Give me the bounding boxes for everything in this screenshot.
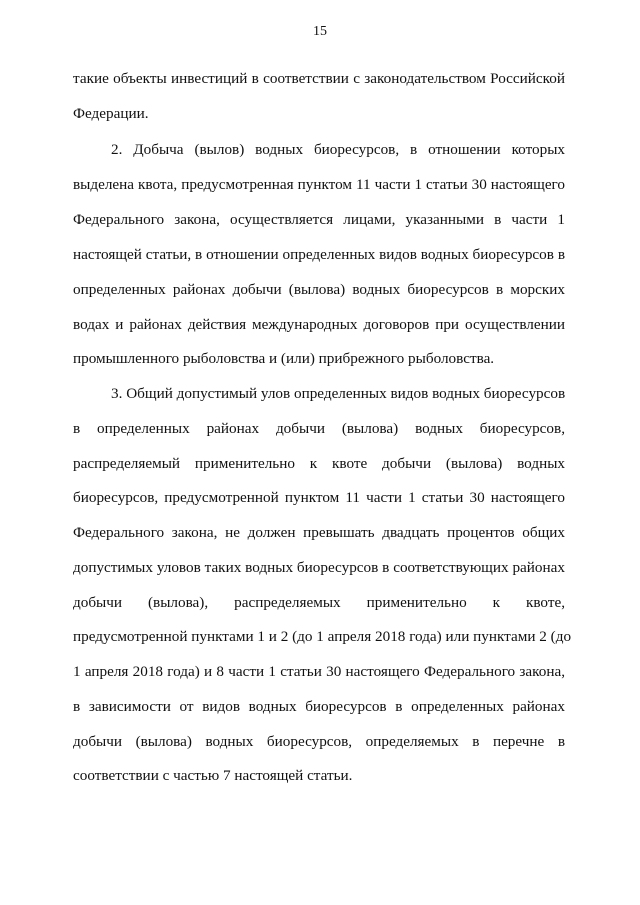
text-line: такие объекты инвестиций в соответствии с законодательством Российской bbox=[73, 70, 565, 87]
text-line: настоящей статьи, в отношении определенных видов водных биоресурсов в bbox=[73, 246, 565, 263]
text-line: Федерального закона, осуществляется лицами, указанными в части 1 bbox=[73, 211, 565, 228]
text-line: водах и районах действия международных договоров при осуществлении bbox=[73, 316, 565, 333]
text-line: добычи (вылова), распределяемых применительно к квоте, bbox=[73, 594, 565, 611]
text-line: Федерального закона, не должен превышать двадцать процентов общих bbox=[73, 524, 565, 541]
text-line: предусмотренной пунктами 1 и 2 (до 1 апреля 2018 года) или пунктами 2 (до bbox=[73, 628, 572, 645]
text-line: в зависимости от видов водных биоресурсов в определенных районах bbox=[73, 698, 565, 715]
text-line: 1 апреля 2018 года) и 8 части 1 статьи 30 настоящего Федерального закона, bbox=[73, 663, 565, 680]
text-line: биоресурсов, предусмотренной пунктом 11 части 1 статьи 30 настоящего bbox=[73, 489, 565, 506]
text-line: определенных районах добычи (вылова) водных биоресурсов в морских bbox=[73, 281, 565, 298]
text-line: выделена квота, предусмотренная пунктом 11 части 1 статьи 30 настоящего bbox=[73, 176, 565, 193]
text-line: добычи (вылова) водных биоресурсов, определяемых в перечне в bbox=[73, 733, 565, 750]
text-line: допустимых уловов таких водных биоресурсов в соответствующих районах bbox=[73, 559, 565, 576]
text-line: в определенных районах добычи (вылова) водных биоресурсов, bbox=[73, 420, 565, 437]
page-number: 15 bbox=[313, 24, 327, 39]
text-line: Федерации. bbox=[73, 105, 149, 122]
text-line: распределяемый применительно к квоте добычи (вылова) водных bbox=[73, 455, 565, 472]
text-line: 2. Добыча (вылов) водных биоресурсов, в отношении которых bbox=[111, 141, 565, 158]
text-line: промышленного рыболовства и (или) прибрежного рыболовства. bbox=[73, 350, 495, 367]
text-line: 3. Общий допустимый улов определенных видов водных биоресурсов bbox=[111, 385, 566, 402]
text-line: соответствии с частью 7 настоящей статьи. bbox=[73, 767, 353, 784]
